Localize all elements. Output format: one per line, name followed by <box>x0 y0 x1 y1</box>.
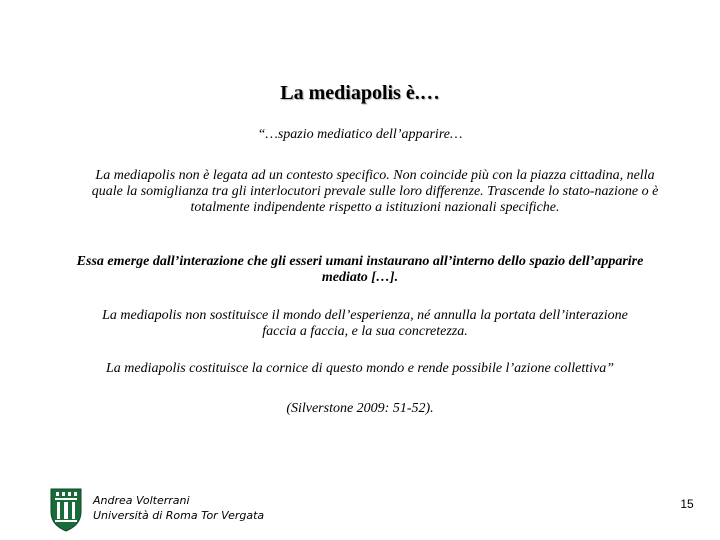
paragraph-collective-action: La mediapolis costituisce la cornice di questo mondo e rende possibile l’azione collettiva” <box>105 361 615 376</box>
paragraph-experience: La mediapolis non sostituisce il mondo dell’esperienza, né annulla la portata dell’interazione faccia a faccia, e la sua concretezza. <box>102 308 628 339</box>
footer-university: Università di Roma Tor Vergata <box>93 509 265 522</box>
page-number: 15 <box>680 497 694 511</box>
university-crest-icon <box>48 486 84 532</box>
footer-author: Andrea Volterrani <box>93 494 190 507</box>
footer-credits <box>93 493 264 523</box>
citation: (Silverstone 2009: 51-52). <box>286 401 434 416</box>
paragraph-emergence: Essa emerge dall’interazione che gli esseri umani instaurano all’interno dello spazio dell’apparire mediato […]. <box>76 254 644 285</box>
slide-title: La mediapolis è.… <box>280 82 440 104</box>
quote-opening: “…spazio mediatico dell’apparire… <box>257 127 463 142</box>
paragraph-context: La mediapolis non è legata ad un contesto specifico. Non coincide più con la piazza cittadina, nella quale la somiglianza tra gli interlocutori prevale sulle loro differenze. Trascende lo stato-nazione o è totalmente indipendente rispetto a istituzioni nazionali specifiche. <box>91 168 659 215</box>
